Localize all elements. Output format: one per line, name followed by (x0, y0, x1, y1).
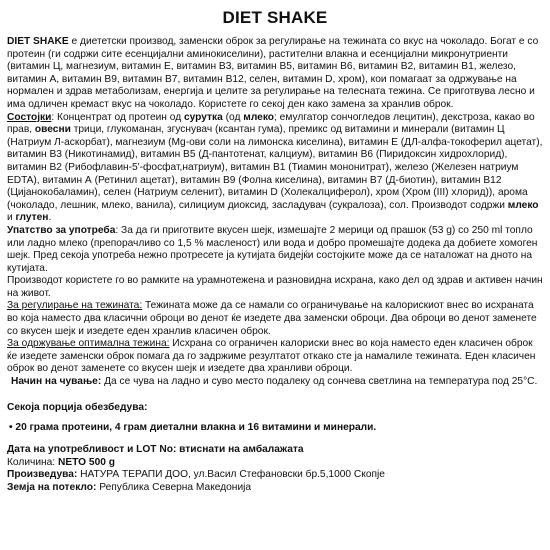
allergen-gluten: глутен (15, 212, 49, 224)
product-label (7, 8, 543, 495)
date-lot-line (7, 444, 543, 457)
storage-text: Да се чува на ладно и суво место подалеку од сончева светлина на температура под 25°C. (101, 376, 538, 388)
regulation-paragraph (7, 300, 543, 338)
spacer (7, 389, 543, 402)
maintenance-label: За одржување оптимална тежина: (7, 338, 170, 350)
quantity-line (7, 457, 543, 470)
portion-bullet-text: • 20 грама протеини, 4 грам диетални влакна и 16 витамини и минерали. (9, 422, 377, 434)
allergen-milk: млеко (243, 111, 275, 123)
page-title: DIET SHAKE (222, 8, 328, 27)
storage-paragraph (7, 376, 543, 389)
origin-line (7, 482, 543, 495)
producer-value: НАТУРА ТЕРАПИ ДОО, ул.Васил Стефановски бр.5,1000 Скопје (77, 469, 385, 481)
origin-value: Република Северна Македонија (96, 482, 252, 494)
brand-name: DIET SHAKE (7, 36, 69, 47)
ingredients-text: : Концентрат од протеин од (51, 111, 184, 123)
intro-paragraph (7, 36, 543, 112)
maintenance-paragraph (7, 338, 543, 376)
maintenance-text: Исхрана со ограничен калориски внес во која наместо еден класичен оброк ќе изедете заменски оброк помага да го задржиме резултатот откако сте ја намалиле тежината. Еден класичен оброк во денот заменете со вкусен шејк и изедете два хранливи оброци. (7, 338, 536, 375)
ingredients-label: Состојки (7, 111, 52, 123)
producer-line (7, 469, 543, 482)
ingredients-text: . (48, 212, 52, 224)
portion-heading-text: Секоја порција обезбедува: (7, 401, 148, 413)
usage-paragraph (7, 225, 543, 275)
portion-heading (7, 402, 543, 415)
ingredients-paragraph (7, 112, 543, 225)
regulation-text: Тежината може да се намали со ограничување на калорискиот внес во исхраната во која наместо два класични оброци во денот ќе изедете два заменски оброци. Два оброци во денот заменете со вкусен шејк и изедете еден хранлив класичен оброк. (7, 300, 537, 337)
usage-label: Упатство за употреба (7, 224, 116, 236)
recommendation-paragraph: Производот користете го во рамките на урамнотежена и разновидна исхрана, како дел од здрав и активен начин на живот. (7, 275, 543, 299)
regulation-label: За регулирање на тежината: (7, 300, 143, 312)
quantity-label: Количина: (7, 456, 56, 468)
portion-bullet (7, 422, 543, 435)
usage-text: : За да ги приготвите вкусен шејк, измешајте 2 мерици од прашок (53 g) со 250 ml топло или ладно млеко (препорачливо со 1,5 % масленост) или вода и добро промешајте додека да добиете хомоген шејк. Пред секоја употреба нежно протресете ја кутијата бидејќи состојките може да се наталожат на дното на кутијата. (7, 224, 538, 274)
allergen-whey: сурутка (183, 111, 223, 123)
ingredients-text: ; емулгатор сончогледов лецитин), декстроза, какао во прав, (7, 111, 535, 136)
ingredients-text: (од (222, 111, 244, 123)
spacer (7, 414, 543, 422)
intro-text: е диететски производ, заменски оброк за регулирање на тежината со вкус на чоколадо. Богат е со протеин (ги содржи сите есенцијални аминокиселини), растителни влакна и есенцијални микронутриенти (витамин Ц, магнезиум, витамин Е, витамин В3, витамин В5, витамин В6, витамин В2, витамин В1, железо, витамин А, витамин В9, витамин В7, витамин В12, селен, витамин D, хром), кои помагаат за одржување на нормален и здрав метаболизам, енергија и целите за регулирање на телесната тежина. Се приготвува лесно и има одличен кремаст вкус на чоколадо. Користете го секој ден како замена за хранлив оброк. (7, 36, 539, 110)
allergen-oat: овесни (34, 124, 71, 136)
allergen-milk: млеко (507, 199, 539, 211)
storage-label: Начин на чување: (11, 376, 102, 388)
product-meta (7, 444, 543, 495)
producer-label: Произведува: (7, 469, 78, 481)
ingredients-text: и (7, 212, 16, 224)
quantity-value: NETO 500 g (55, 456, 115, 468)
origin-label: Земја на потекло: (7, 482, 97, 494)
date-lot-text: Дата на употребливост и LOT No: втиснати на амбалажата (7, 443, 304, 455)
ingredients-text: трици, глукоманан, згуснувач (ксантан гума), премикс од витамини и минерали (витамин Ц (Натриум Л-аскорбат), магнезиум (Mg-ови соли на лимонска киселина), витамин Е (ДЛ-алфа-токоферил ацетат), витамин В3 (Никотинамид), витамин В5 (Д-пантотенат, калциум), витамин В6 (Пиридоксин хидрохлорид), витамин В2 (Рибофлавин-5'-фосфат,натриум), витамин В1 (Тиамин мононитрат), железо (Железен натриум EDTA), витамин А (Ретинил ацетат), витамин В9 (Фолна киселина), витамин В7 (Д-биотин), витамин В12 (Цијанокобаламин), селен (Натриум селенит), витамин D (Холекалциферол), хром (Хром (III) хлорид)), арома (чоколадо, лешник, млеко, ванила), силициум диоксид, засладувач (сукралоза), сол. Производот содржи (7, 124, 543, 211)
